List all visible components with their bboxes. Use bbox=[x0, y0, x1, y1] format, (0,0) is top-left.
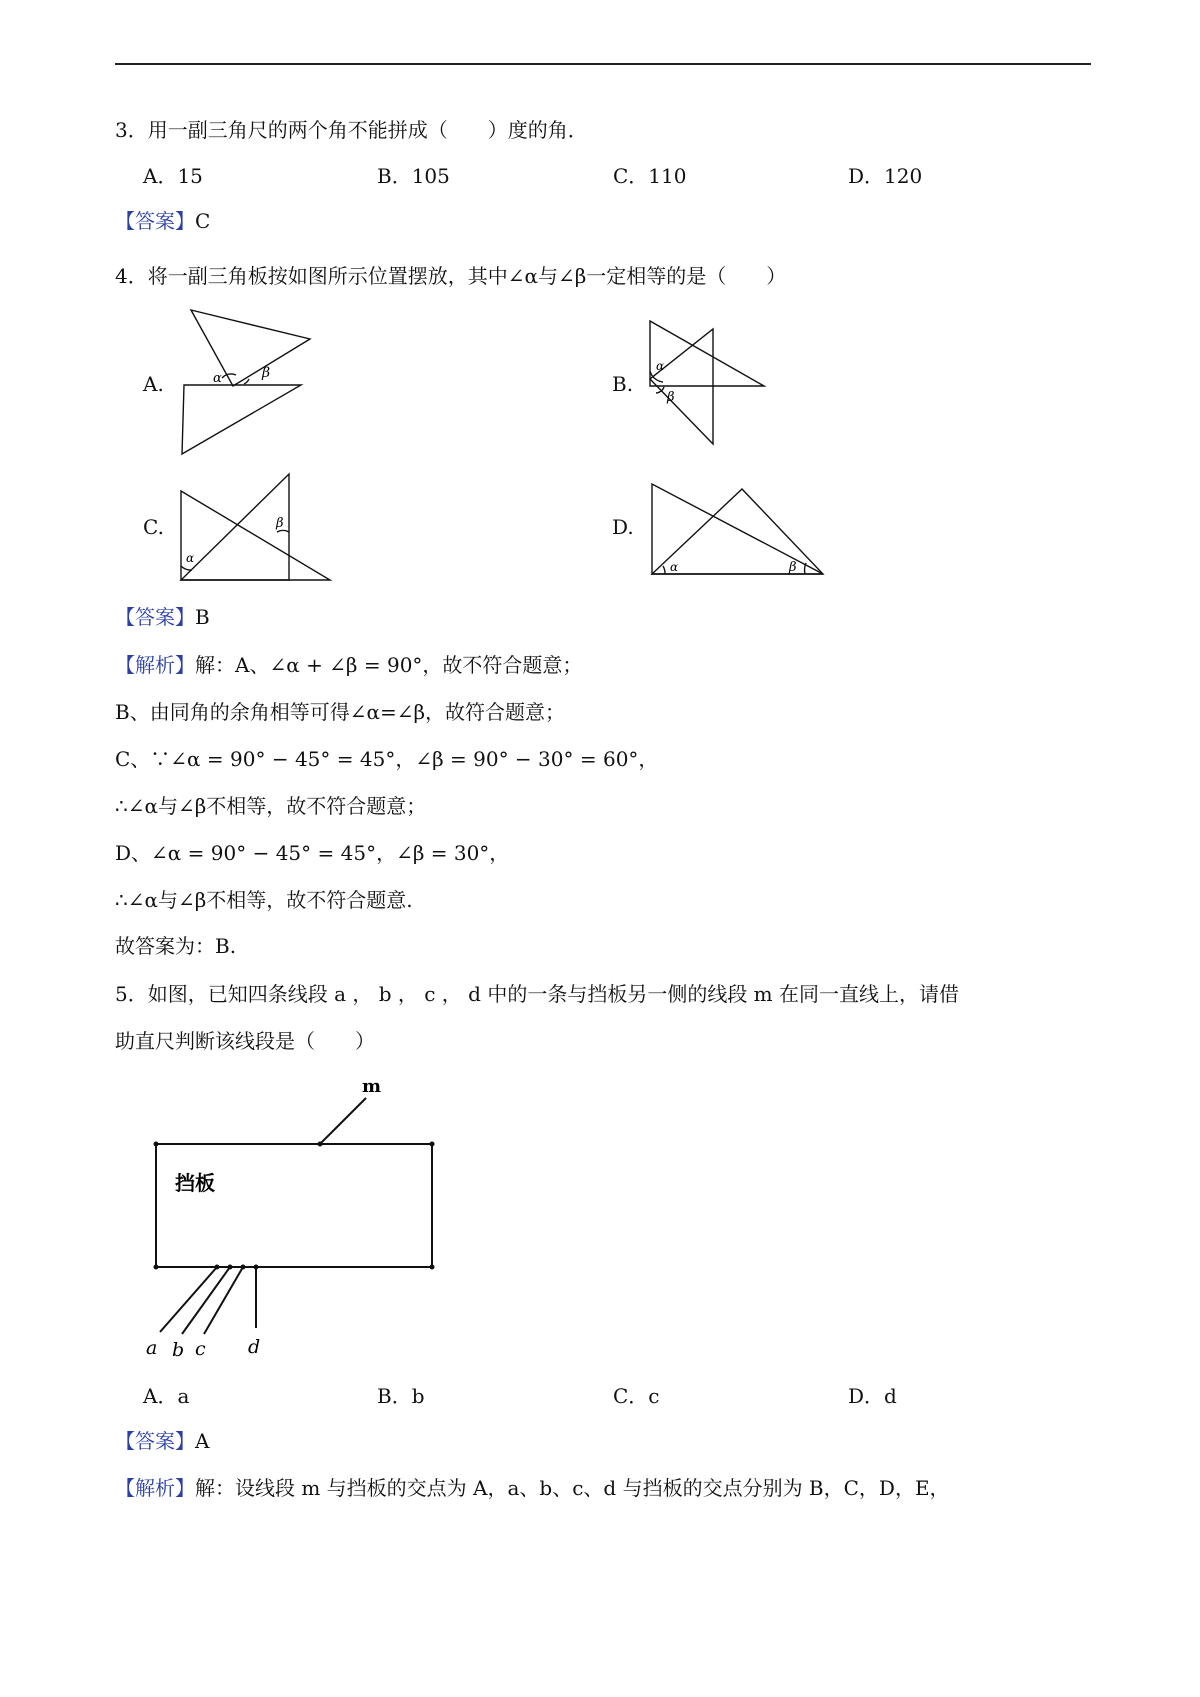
q5-option-c: C．c bbox=[613, 1384, 660, 1408]
q4-analysis-line-7: 故答案为：B. bbox=[115, 934, 237, 958]
q5-answer bbox=[115, 1427, 209, 1455]
answer-value: A bbox=[195, 1429, 210, 1453]
q4-answer bbox=[115, 603, 210, 631]
q4-analysis-line-1 bbox=[115, 651, 582, 679]
answer-value: B bbox=[195, 605, 210, 629]
board-label: 挡板 bbox=[175, 1171, 215, 1195]
beta-label: β bbox=[789, 560, 797, 575]
q4-figure-a bbox=[170, 306, 320, 461]
q4-figure-label-b: B. bbox=[612, 372, 634, 396]
beta-label: β bbox=[262, 365, 271, 381]
q3-stem: 3．用一副三角尺的两个角不能拼成（ ）度的角． bbox=[115, 118, 588, 142]
q4-figure-label-a: A. bbox=[143, 372, 164, 396]
label-m: m bbox=[362, 1076, 382, 1097]
alpha-label: α bbox=[213, 371, 222, 386]
q4-figure-label-d: D. bbox=[612, 515, 634, 539]
answer-tag: 【答案】 bbox=[115, 1429, 195, 1453]
alpha-label: α bbox=[186, 551, 195, 565]
q3-option-a: A．15 bbox=[143, 164, 203, 188]
answer-tag: 【答案】 bbox=[115, 605, 195, 629]
alpha-label: α bbox=[656, 359, 665, 373]
q4-stem: 4．将一副三角板按如图所示位置摆放，其中∠α与∠β一定相等的是（ ） bbox=[115, 264, 787, 288]
label-b: b bbox=[172, 1339, 185, 1361]
board-rectangle bbox=[156, 1144, 432, 1267]
q3-option-b: B．105 bbox=[377, 164, 450, 188]
label-a: a bbox=[146, 1337, 158, 1359]
segment-m bbox=[320, 1098, 366, 1144]
segment-a bbox=[160, 1267, 217, 1332]
q5-analysis bbox=[115, 1474, 950, 1502]
beta-label: β bbox=[276, 516, 284, 531]
q3-option-d: D．120 bbox=[848, 164, 923, 188]
q5-option-b: B．b bbox=[377, 1384, 425, 1408]
answer-value: C bbox=[195, 209, 211, 233]
q4-figure-d bbox=[643, 470, 828, 580]
q5-stem-line-2: 助直尺判断该线段是（ ） bbox=[115, 1029, 375, 1053]
analysis-tag: 【解析】 bbox=[115, 1476, 195, 1500]
q5-figure bbox=[140, 1070, 440, 1370]
q4-analysis-line-5: D、∠α = 90° − 45° = 45°，∠β = 30°， bbox=[115, 841, 510, 865]
analysis-text: 解：设线段 m 与挡板的交点为 A，a、b、c、d 与挡板的交点分别为 B，C，D，E， bbox=[195, 1476, 950, 1500]
q4-analysis-line-2: B、由同角的余角相等可得∠α=∠β，故符合题意； bbox=[115, 700, 566, 724]
q4-figure-c bbox=[170, 470, 335, 585]
answer-tag: 【答案】 bbox=[115, 209, 195, 233]
q5-stem-line-1: 5．如图，已知四条线段 a ， b ， c ， d 中的一条与挡板另一侧的线段 m 在同一直线上，请借 bbox=[115, 982, 959, 1006]
header-rule bbox=[115, 63, 1091, 65]
q4-analysis-line-4: ∴∠α与∠β不相等，故不符合题意； bbox=[115, 794, 427, 818]
q3-answer bbox=[115, 207, 210, 235]
alpha-label: α bbox=[670, 560, 679, 574]
q3-option-c: C．110 bbox=[613, 164, 687, 188]
analysis-tag: 【解析】 bbox=[115, 653, 195, 677]
q5-option-d: D．d bbox=[848, 1384, 897, 1408]
q4-analysis-line-6: ∴∠α与∠β不相等，故不符合题意. bbox=[115, 888, 413, 912]
beta-label: β bbox=[667, 390, 675, 405]
q4-figure-label-c: C. bbox=[143, 515, 164, 539]
q5-option-a: A．a bbox=[143, 1384, 190, 1408]
q4-analysis-line-3: C、∵∠α = 90° − 45° = 45°，∠β = 90° − 30° = 60°， bbox=[115, 747, 659, 771]
q4-figure-b bbox=[643, 318, 768, 448]
label-c: c bbox=[195, 1338, 206, 1360]
analysis-text: 解：A、∠α + ∠β = 90°，故不符合题意； bbox=[195, 653, 583, 677]
label-d: d bbox=[248, 1336, 261, 1358]
